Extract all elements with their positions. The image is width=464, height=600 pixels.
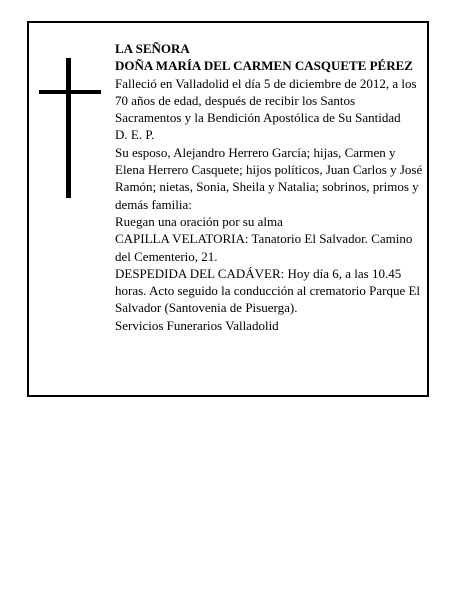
family-list: Su esposo, Alejandro Herrero García; hijas, Carmen y Elena Herrero Casquete; hijos políticos, Juan Carlos y José Ramón; nietas, Sonia, Sheila y Natalia; sobrinos, primos y demás familia:: [115, 144, 423, 212]
prayer-request: Ruegan una oración por su alma: [115, 213, 283, 229]
farewell-info: DESPEDIDA DEL CADÁVER: Hoy día 6, a las 10.45 horas. Acto seguido la conducción al crematorio Parque El Salvador (Santovenia de Pisuerga).: [115, 265, 421, 316]
cross-horizontal-bar: [39, 90, 101, 94]
cross-icon: [39, 58, 101, 198]
heading-title: LA SEÑORA: [115, 41, 190, 56]
obituary-notice: [27, 21, 429, 397]
rip-text: D. E. P.: [115, 127, 155, 143]
chapel-info: CAPILLA VELATORIA: Tanatorio El Salvador. Camino del Cementerio, 21.: [115, 231, 413, 264]
funeral-services: Servicios Funerarios Valladolid: [115, 317, 279, 333]
deceased-name: DOÑA MARÍA DEL CARMEN CASQUETE PÉREZ: [115, 58, 413, 74]
notice-text-block: [115, 40, 423, 334]
death-announcement: Falleció en Valladolid el día 5 de diciembre de 2012, a los 70 años de edad, después de recibir los Santos Sacramentos y la Bendición Apostólica de Su Santidad: [115, 75, 417, 126]
cross-vertical-bar: [66, 58, 71, 198]
